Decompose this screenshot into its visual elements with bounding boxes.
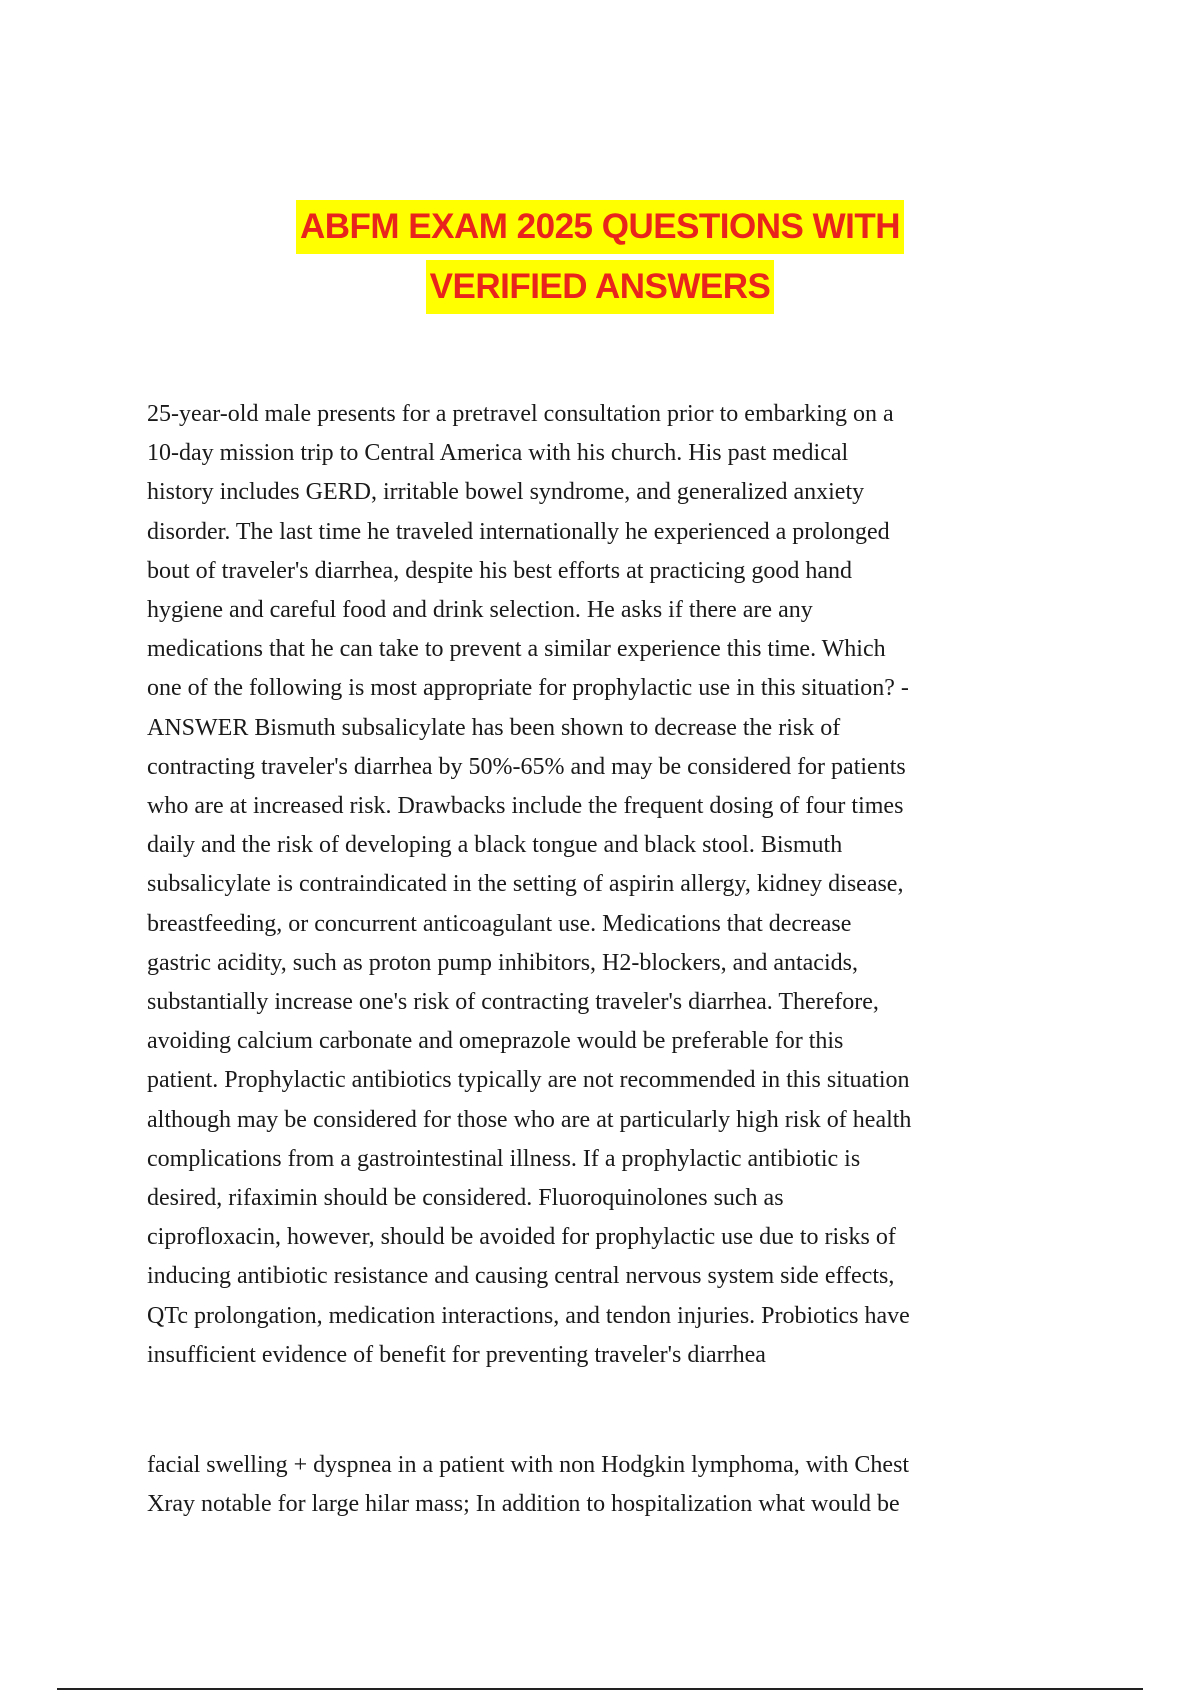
question-paragraph: facial swelling + dyspnea in a patient with non Hodgkin lymphoma, with Chest Xray notable for large hilar mass; In addition to hospitalization what would be — [147, 1452, 910, 1518]
document-title — [0, 200, 1200, 320]
question-answer-paragraph: 25-year-old male presents for a pretravel consultation prior to embarking on a 10-day mission trip to Central America with his church. His past medical history includes GERD, irritable bowel syndrome, and generalized anxiety disorder. The last time he traveled internationally he experienced a prolonged bout of traveler's diarrhea, despite his best efforts at practicing good hand hygiene and careful food and drink selection. He asks if there are any medications that he can take to prevent a similar experience this time. Which one of the following is most appropriate for prophylactic use in this situation? - ANSWER Bismuth subsalicylate has been shown to decrease the risk of contracting traveler's diarrhea by 50%-65% and may be considered for patients who are at increased risk. Drawbacks include the frequent dosing of four times daily and the risk of developing a black tongue and black stool. Bismuth subsalicylate is contraindicated in the setting of aspirin allergy, kidney disease, breastfeeding, or concurrent anticoagulant use. Medications that decrease gastric acidity, such as proton pump inhibitors, H2-blockers, and antacids, substantially increase one's risk of contracting traveler's diarrhea. Therefore, avoiding calcium carbonate and omeprazole would be preferable for this patient. Prophylactic antibiotics typically are not recommended in this situation although may be considered for those who are at particularly high risk of health complications from a gastrointestinal illness. If a prophylactic antibiotic is desired, rifaximin should be considered. Fluoroquinolones such as ciprofloxacin, however, should be avoided for prophylactic use due to risks of inducing antibiotic resistance and causing central nervous system side effects, QTc prolongation, medication interactions, and tendon injuries. Probiotics have insufficient evidence of benefit for preventing traveler's diarrhea — [147, 401, 912, 1368]
title-line-2: VERIFIED ANSWERS — [426, 260, 775, 314]
page-bottom-rule — [57, 1688, 1143, 1690]
title-line-1: ABFM EXAM 2025 QUESTIONS WITH — [296, 200, 904, 254]
